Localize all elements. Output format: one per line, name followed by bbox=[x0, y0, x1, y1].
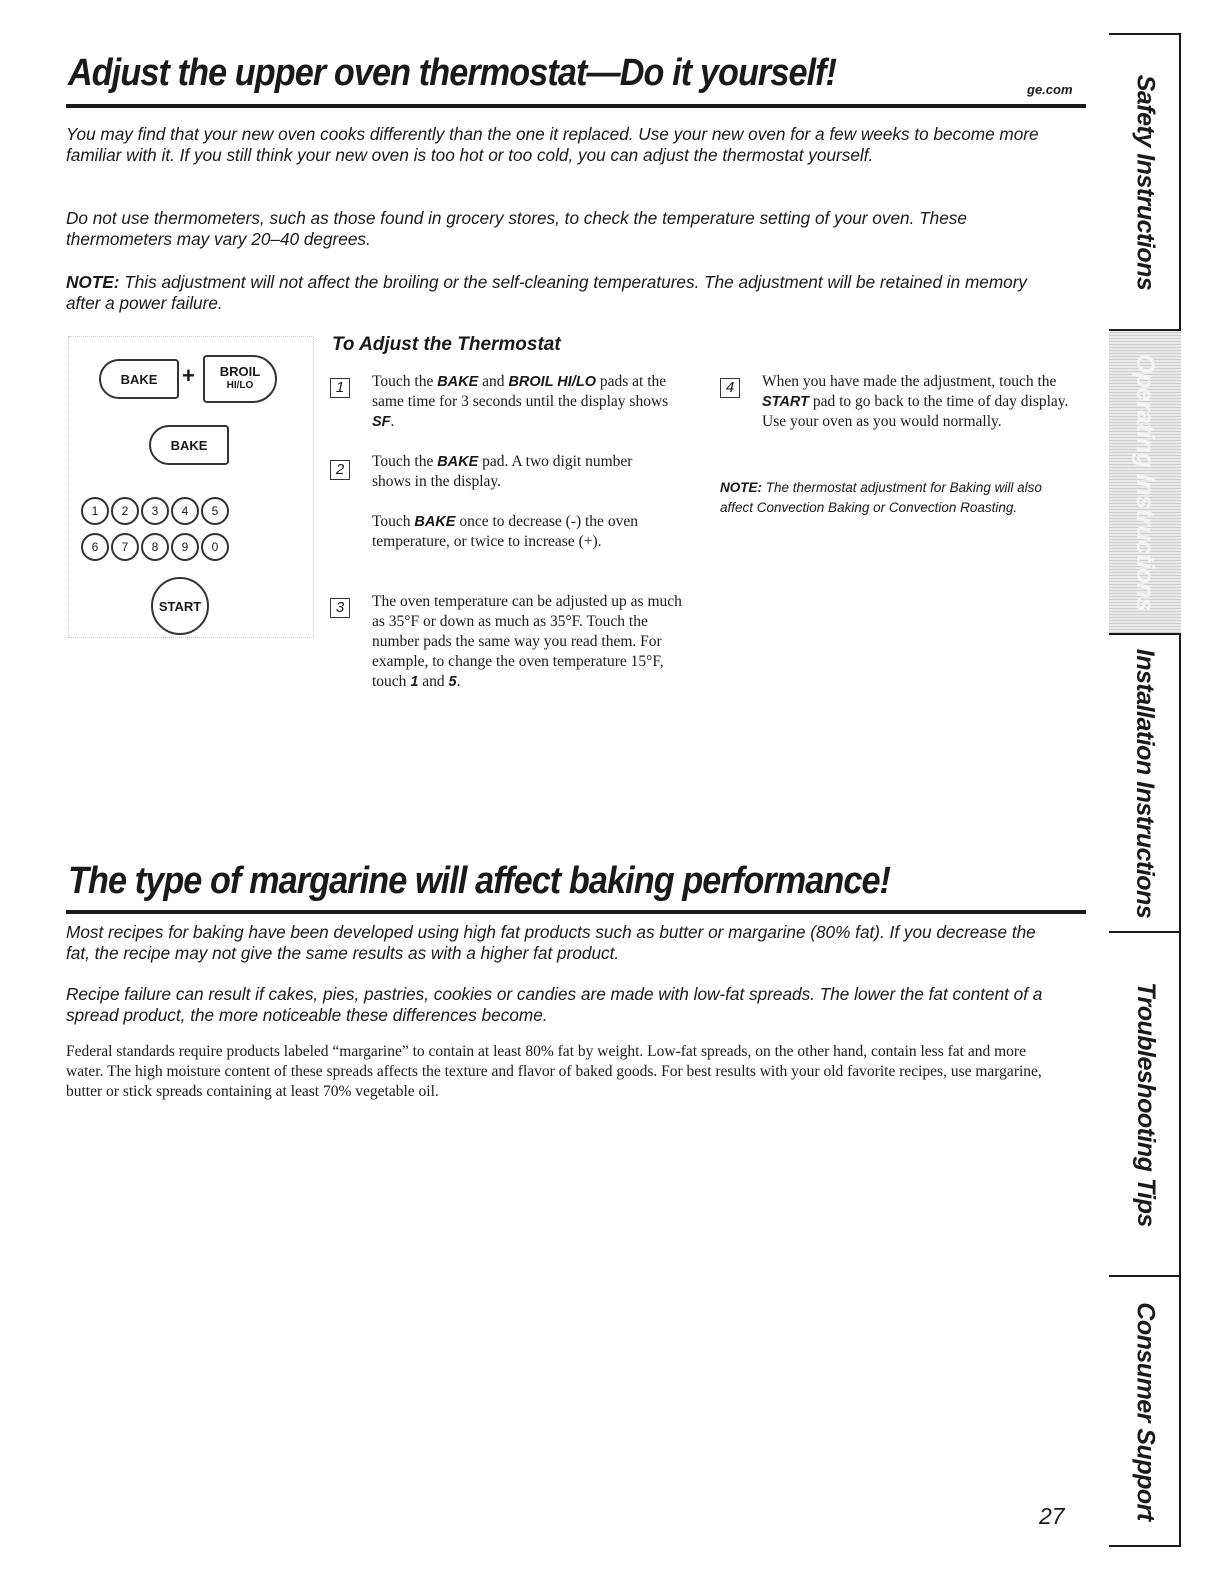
step-number-4: 4 bbox=[720, 378, 740, 398]
thermometer-warning: Do not use thermometers, such as those found in grocery stores, to check the temperature setting of your oven. These thermometers may vary 20–40 degrees. bbox=[66, 208, 967, 249]
broil-label: BROIL bbox=[219, 364, 261, 379]
page-number: 27 bbox=[1039, 1503, 1065, 1529]
tab-troubleshooting-tips[interactable]: Troubleshooting Tips bbox=[1131, 981, 1160, 1227]
step-number-1: 1 bbox=[330, 378, 350, 398]
number-pad-1: 1 bbox=[81, 497, 109, 525]
step-number-3: 3 bbox=[330, 598, 350, 618]
bake-pad-large: BAKE bbox=[149, 425, 229, 465]
broil-sub-label: HI/LO bbox=[226, 380, 254, 391]
step-2-detail: Touch BAKE once to decrease (-) the oven temperature, or twice to increase (+). bbox=[372, 513, 638, 550]
number-pad-8: 8 bbox=[141, 533, 169, 561]
number-pad-6: 6 bbox=[81, 533, 109, 561]
control-panel-illustration bbox=[68, 336, 314, 638]
margarine-paragraph-2: Recipe failure can result if cakes, pies, pastries, cookies or candies are made with low-fat spreads. The lower the fat content of a spread product, the more noticeable these differences become. bbox=[66, 984, 1043, 1025]
subheading-adjust-thermostat: To Adjust the Thermostat bbox=[332, 334, 561, 355]
tab-installation-instructions[interactable]: Installation Instructions bbox=[1131, 648, 1160, 918]
number-pad-0: 0 bbox=[201, 533, 229, 561]
note-label: NOTE: bbox=[66, 272, 120, 292]
note-paragraph bbox=[66, 272, 1056, 314]
title-rule bbox=[66, 104, 1086, 108]
section-title-margarine: The type of margarine will affect baking performance! bbox=[68, 860, 891, 902]
title-rule-2 bbox=[66, 910, 1086, 914]
section-tabs bbox=[1109, 33, 1181, 1547]
note-convection bbox=[720, 478, 1060, 518]
bake-pad: BAKE bbox=[99, 359, 179, 399]
broil-hi-lo-pad bbox=[203, 355, 277, 403]
margarine-paragraph-3: Federal standards require products labeled “margarine” to contain at least 80% fat by weight. Low-fat spreads, on the other hand, contain less fat and more water. The high moisture content of these spreads affects the texture and flavor of baked goods. For best results with your old favorite recipes, use margarine, butter or stick spreads containing at least 70% vegetable oil. bbox=[66, 1043, 1042, 1100]
step-3: The oven temperature can be adjusted up as much as 35°F or down as much as 35°F. Touch the number pads the same way you read them. For example, to change the oven temperature 15°F, touch 1 and 5. bbox=[372, 593, 682, 690]
step-number-2: 2 bbox=[330, 460, 350, 480]
note2-text: The thermostat adjustment for Baking will also affect Convection Baking or Convection Roasting. bbox=[720, 480, 1042, 515]
note-text: This adjustment will not affect the broiling or the self-cleaning temperatures. The adjustment will be retained in memory after a power failure. bbox=[66, 272, 1028, 313]
tab-consumer-support[interactable]: Consumer Support bbox=[1131, 1301, 1160, 1521]
intro-paragraph: You may find that your new oven cooks differently than the one it replaced. Use your new oven for a few weeks to become more familiar with it. If you still think your new oven is too hot or too cold, you can adjust the thermostat yourself. bbox=[66, 124, 1039, 165]
plus-sign: + bbox=[182, 363, 195, 388]
site-url[interactable]: ge.com bbox=[1027, 82, 1073, 97]
tab-safety-instructions[interactable]: Safety Instructions bbox=[1131, 74, 1160, 290]
section-title-thermostat: Adjust the upper oven thermostat—Do it yourself! bbox=[68, 52, 837, 94]
number-pad-3: 3 bbox=[141, 497, 169, 525]
number-pad-9: 9 bbox=[171, 533, 199, 561]
number-pad-4: 4 bbox=[171, 497, 199, 525]
number-pad-5: 5 bbox=[201, 497, 229, 525]
tab-operating-instructions[interactable]: Operating Instructions bbox=[1109, 331, 1181, 633]
margarine-paragraph-1: Most recipes for baking have been developed using high fat products such as butter or margarine (80% fat). If you decrease the fat, the recipe may not give the same results as with a higher fat product. bbox=[66, 922, 1036, 963]
note2-label: NOTE: bbox=[720, 480, 762, 495]
step-4: When you have made the adjustment, touch the START pad to go back to the time of day display. Use your oven as you would normally. bbox=[762, 373, 1069, 430]
step-2: Touch the BAKE pad. A two digit number shows in the display. bbox=[372, 453, 633, 490]
number-pad-2: 2 bbox=[111, 497, 139, 525]
step-1: Touch the BAKE and BROIL HI/LO pads at the same time for 3 seconds until the display shows SF. bbox=[372, 373, 669, 430]
start-pad: START bbox=[151, 577, 209, 635]
number-pad-7: 7 bbox=[111, 533, 139, 561]
